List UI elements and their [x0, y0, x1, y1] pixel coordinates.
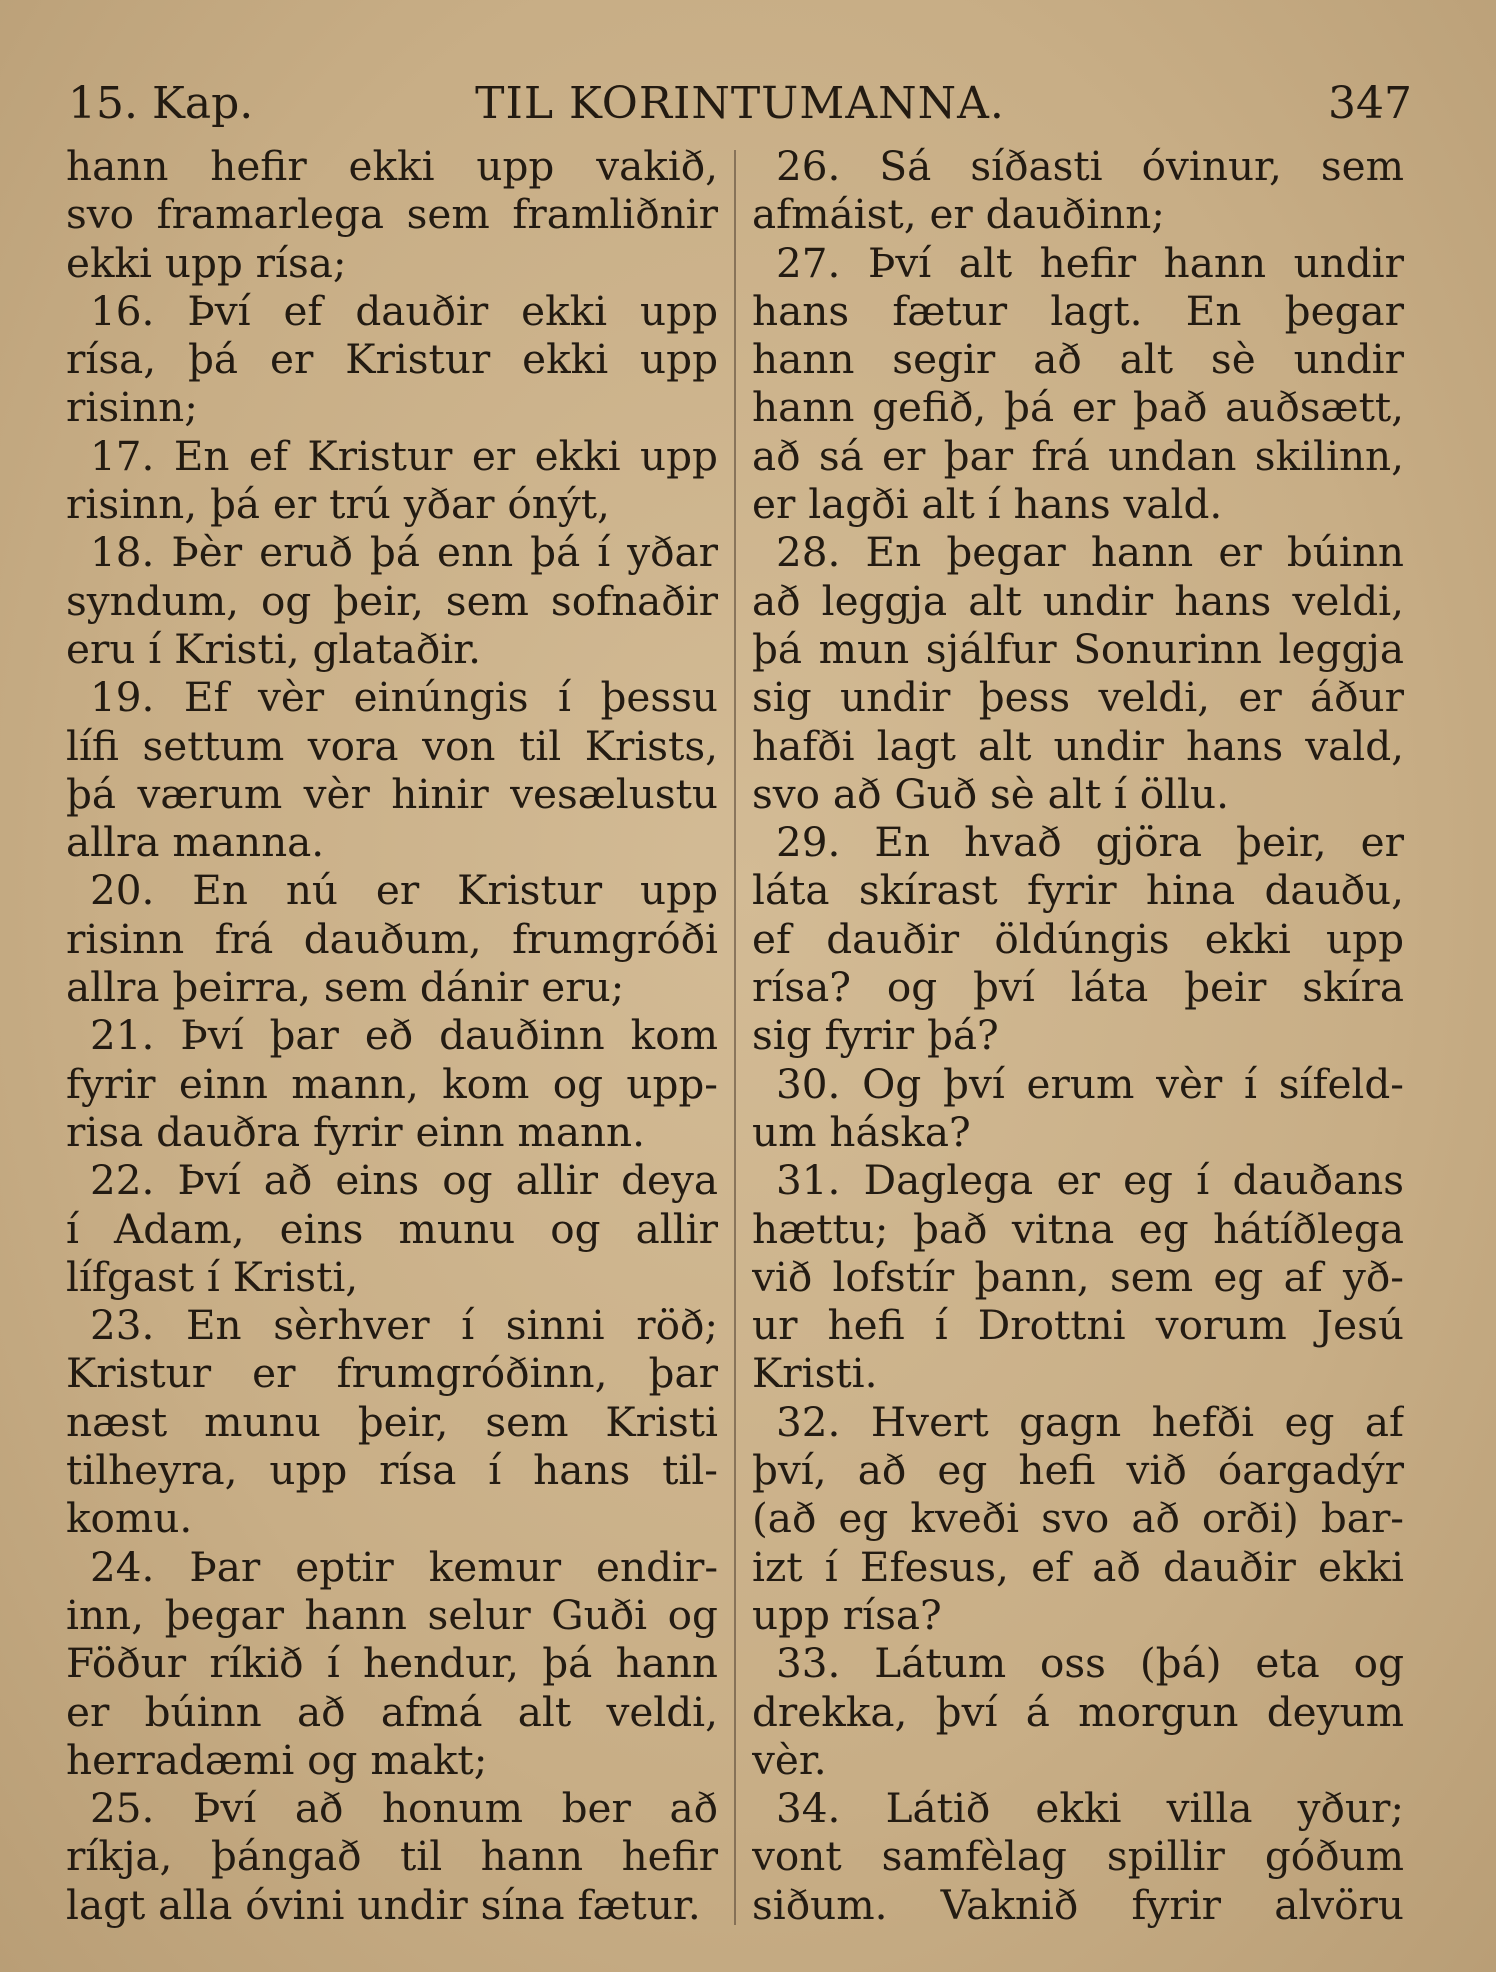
chapter-label: 15. Kap. [68, 78, 254, 129]
text-line: ur hefi í Drottni vorum Jesú [752, 1301, 1404, 1350]
text-line: izt í Efesus, ef að dauðir ekki [752, 1542, 1404, 1591]
text-line: næst munu þeir, sem Kristi [66, 1397, 718, 1446]
text-line: lífgast í Kristi, [66, 1252, 359, 1301]
text-line: rísa? og því láta þeir skíra [752, 963, 1404, 1012]
text-line: drekka, því á morgun deyum [752, 1687, 1404, 1736]
text-line: 24. Þar eptir kemur endir- [90, 1542, 718, 1591]
text-line: fyrir einn mann, kom og upp- [66, 1059, 718, 1108]
text-line: er lagði alt í hans vald. [752, 480, 1223, 529]
text-line: 28. En þegar hann er búinn [776, 528, 1404, 577]
right-text-column [752, 142, 1404, 1929]
text-line: hann hefir ekki upp vakið, [66, 142, 718, 190]
text-line: 18. Þèr eruð þá enn þá í yðar [90, 528, 718, 577]
text-line: 20. En nú er Kristur upp [90, 866, 718, 915]
text-line: 34. Látið ekki villa yður; [776, 1784, 1404, 1833]
text-line: 25. Því að honum ber að [90, 1784, 718, 1833]
text-line: lagt alla óvini undir sína fætur. [66, 1880, 701, 1929]
text-line: rísa, þá er Kristur ekki upp [66, 335, 718, 384]
left-text-column [66, 142, 718, 1929]
text-line: ríkja, þángað til hann hefir [66, 1832, 718, 1881]
text-line: vont samfèlag spillir góðum [752, 1832, 1404, 1881]
text-line: 21. Því þar eð dauðinn kom [90, 1011, 718, 1060]
text-line: þá værum vèr hinir vesælustu [66, 769, 718, 818]
text-line: risinn frá dauðum, frumgróði [66, 914, 718, 963]
text-line: 29. En hvað gjöra þeir, er [776, 818, 1404, 867]
text-line: Föður ríkið í hendur, þá hann [66, 1639, 718, 1688]
text-line: syndum, og þeir, sem sofnaðir [66, 576, 718, 625]
text-line: Kristi. [752, 1349, 878, 1398]
text-line: þá mun sjálfur Sonurinn leggja [752, 624, 1404, 673]
book-title: TIL KORINTUMANNA. [475, 78, 1005, 129]
text-line: risinn, þá er trú yðar ónýt, [66, 480, 610, 529]
running-header [68, 76, 1412, 132]
text-line: 31. Daglega er eg í dauðans [776, 1156, 1404, 1205]
text-line: 17. En ef Kristur er ekki upp [90, 431, 718, 480]
page-number: 347 [1328, 78, 1412, 129]
text-line: 27. Því alt hefir hann undir [776, 238, 1404, 287]
text-line: ekki upp rísa; [66, 238, 347, 287]
text-line: 32. Hvert gagn hefði eg af [776, 1397, 1404, 1446]
text-line: hann gefið, þá er það auðsætt, [752, 383, 1404, 432]
column-divider [734, 150, 736, 1925]
text-line: eru í Kristi, glataðir. [66, 624, 482, 673]
text-line: að sá er þar frá undan skilinn, [752, 431, 1404, 480]
text-line: 22. Því að eins og allir deya [90, 1156, 718, 1205]
text-line: vèr. [752, 1735, 827, 1784]
text-line: því, að eg hefi við óargadýr [752, 1446, 1404, 1495]
text-line: siðum. Vaknið fyrir alvöru [752, 1880, 1404, 1929]
text-line: komu. [66, 1494, 193, 1543]
text-line: herradæmi og makt; [66, 1735, 488, 1784]
text-line: inn, þegar hann selur Guði og [66, 1590, 718, 1639]
text-line: upp rísa? [752, 1590, 942, 1639]
text-line: sig undir þess veldi, er áður [752, 673, 1404, 722]
text-line: lífi settum vora von til Krists, [66, 721, 718, 770]
text-line: svo að Guð sè alt í öllu. [752, 769, 1229, 818]
text-line: (að eg kveði svo að orði) bar- [752, 1494, 1404, 1543]
text-line: um háska? [752, 1107, 971, 1156]
text-line: hann segir að alt sè undir [752, 335, 1404, 384]
text-line: allra þeirra, sem dánir eru; [66, 963, 625, 1012]
text-line: er búinn að afmá alt veldi, [66, 1687, 718, 1736]
text-line: hafði lagt alt undir hans vald, [752, 721, 1404, 770]
text-line: 23. En sèrhver í sinni röð; [90, 1301, 718, 1350]
text-line: tilheyra, upp rísa í hans til- [66, 1446, 718, 1495]
text-line: láta skírast fyrir hina dauðu, [752, 866, 1404, 915]
text-line: 26. Sá síðasti óvinur, sem [776, 142, 1404, 190]
text-line: risa dauðra fyrir einn mann. [66, 1107, 646, 1156]
text-line: 16. Því ef dauðir ekki upp [90, 286, 718, 335]
text-line: hættu; það vitna eg hátíðlega [752, 1204, 1404, 1253]
text-line: risinn; [66, 383, 198, 432]
text-line: svo framarlega sem framliðnir [66, 190, 718, 239]
text-line: við lofstír þann, sem eg af yð- [752, 1252, 1404, 1301]
text-line: sig fyrir þá? [752, 1011, 999, 1060]
text-line: ef dauðir öldúngis ekki upp [752, 914, 1404, 963]
text-line: afmáist, er dauðinn; [752, 190, 1165, 239]
text-line: allra manna. [66, 818, 325, 867]
text-line: 30. Og því erum vèr í sífeld- [776, 1059, 1404, 1108]
text-line: að leggja alt undir hans veldi, [752, 576, 1404, 625]
text-line: 33. Látum oss (þá) eta og [776, 1639, 1404, 1688]
text-line: Kristur er frumgróðinn, þar [66, 1349, 718, 1398]
text-line: í Adam, eins munu og allir [66, 1204, 718, 1253]
text-line: 19. Ef vèr einúngis í þessu [90, 673, 718, 722]
text-line: hans fætur lagt. En þegar [752, 286, 1404, 335]
